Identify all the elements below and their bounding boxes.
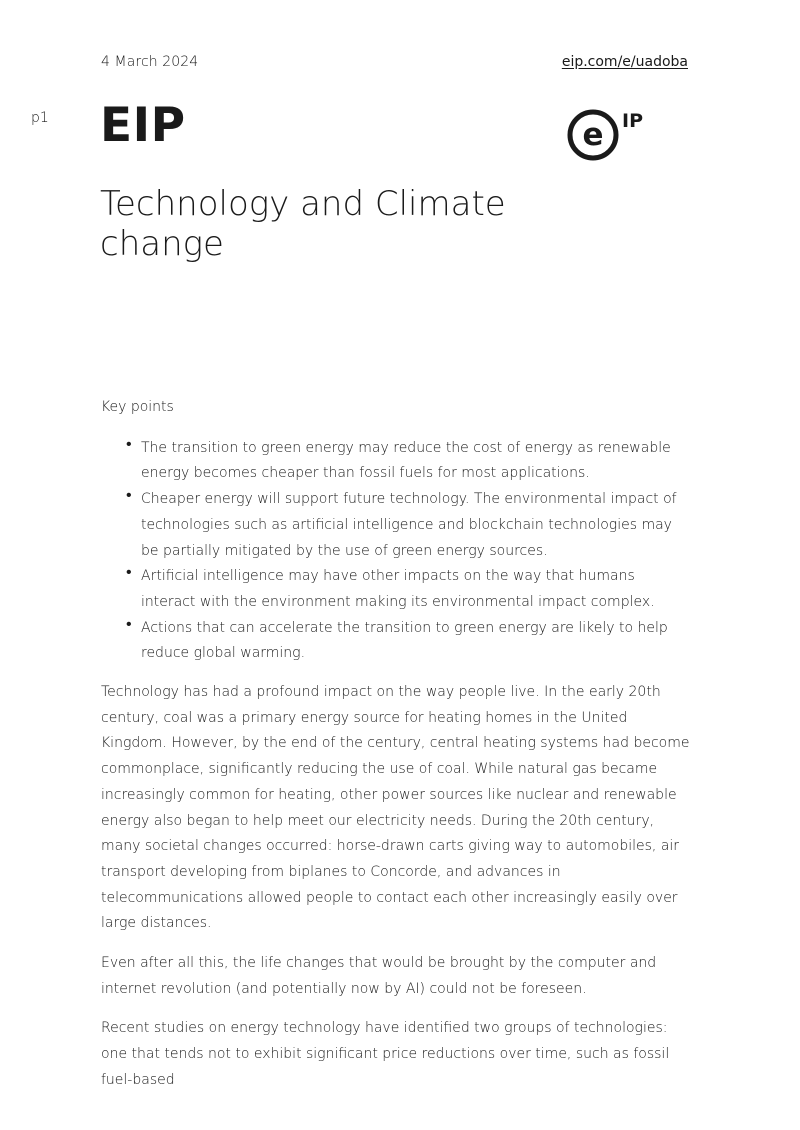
document-date: 4 March 2024 [101, 54, 199, 70]
page-title: Technology and Climate change [100, 184, 506, 264]
bullet-icon: • [126, 562, 132, 582]
logo-letter: e [582, 117, 604, 153]
brand-name: EIP [100, 98, 186, 153]
body-paragraph: Technology has had a profound impact on the way people live. In the early 20th century, coal was a primary energy source for heating homes in the United Kingdom. However, by the end of the century, central heating systems had become commonplace, significantly reducing the use of coal. While natural gas became increasingly common for heating, other power sources like nuclear and renewable energy also began to help meet our electricity needs. During the 20th century, many societal changes occurred: horse-drawn carts giving way to automobiles, air transport developing from biplanes to Concorde, and advances in telecommunications allowed people to contact each other increasingly easily over large distances. [101, 684, 690, 932]
key-point-text: The transition to green energy may reduce the cost of energy as renewable energy becomes cheaper than fossil fuels for most applications. [141, 439, 671, 482]
logo-superscript: IP [622, 110, 643, 132]
page-number: p1 [31, 110, 49, 126]
key-points-heading: Key points [101, 399, 174, 415]
list-item [126, 433, 693, 487]
document-link[interactable]: eip.com/e/uadoba [561, 54, 688, 70]
bullet-icon: • [126, 433, 132, 453]
bullet-icon: • [126, 613, 132, 633]
key-point-text: Actions that can accelerate the transition to green energy are likely to help reduce global warming. [141, 619, 668, 662]
list-item [126, 613, 693, 667]
key-point-text: Artificial intelligence may have other impacts on the way that humans interact with the environment making its environmental impact complex. [141, 568, 655, 610]
body-paragraph: Even after all this, the life changes that would be brought by the computer and internet revolution (and potentially now by AI) could not be foreseen. [101, 955, 657, 997]
body-paragraph: Recent studies on energy technology have identified two groups of technologies: one that tends not to exhibit significant price reductions over time, such as fossil fuel-based [101, 1020, 670, 1088]
document-body [101, 395, 693, 1108]
key-points-list [101, 433, 693, 667]
key-point-text: Cheaper energy will support future technology. The environmental impact of technologies such as artificial intelligence and blockchain technologies may be partially mitigated by the use of green energy sources. [141, 491, 677, 559]
eip-logo-icon [567, 107, 651, 163]
list-item [126, 485, 693, 564]
list-item [126, 562, 693, 615]
bullet-icon: • [126, 485, 132, 505]
